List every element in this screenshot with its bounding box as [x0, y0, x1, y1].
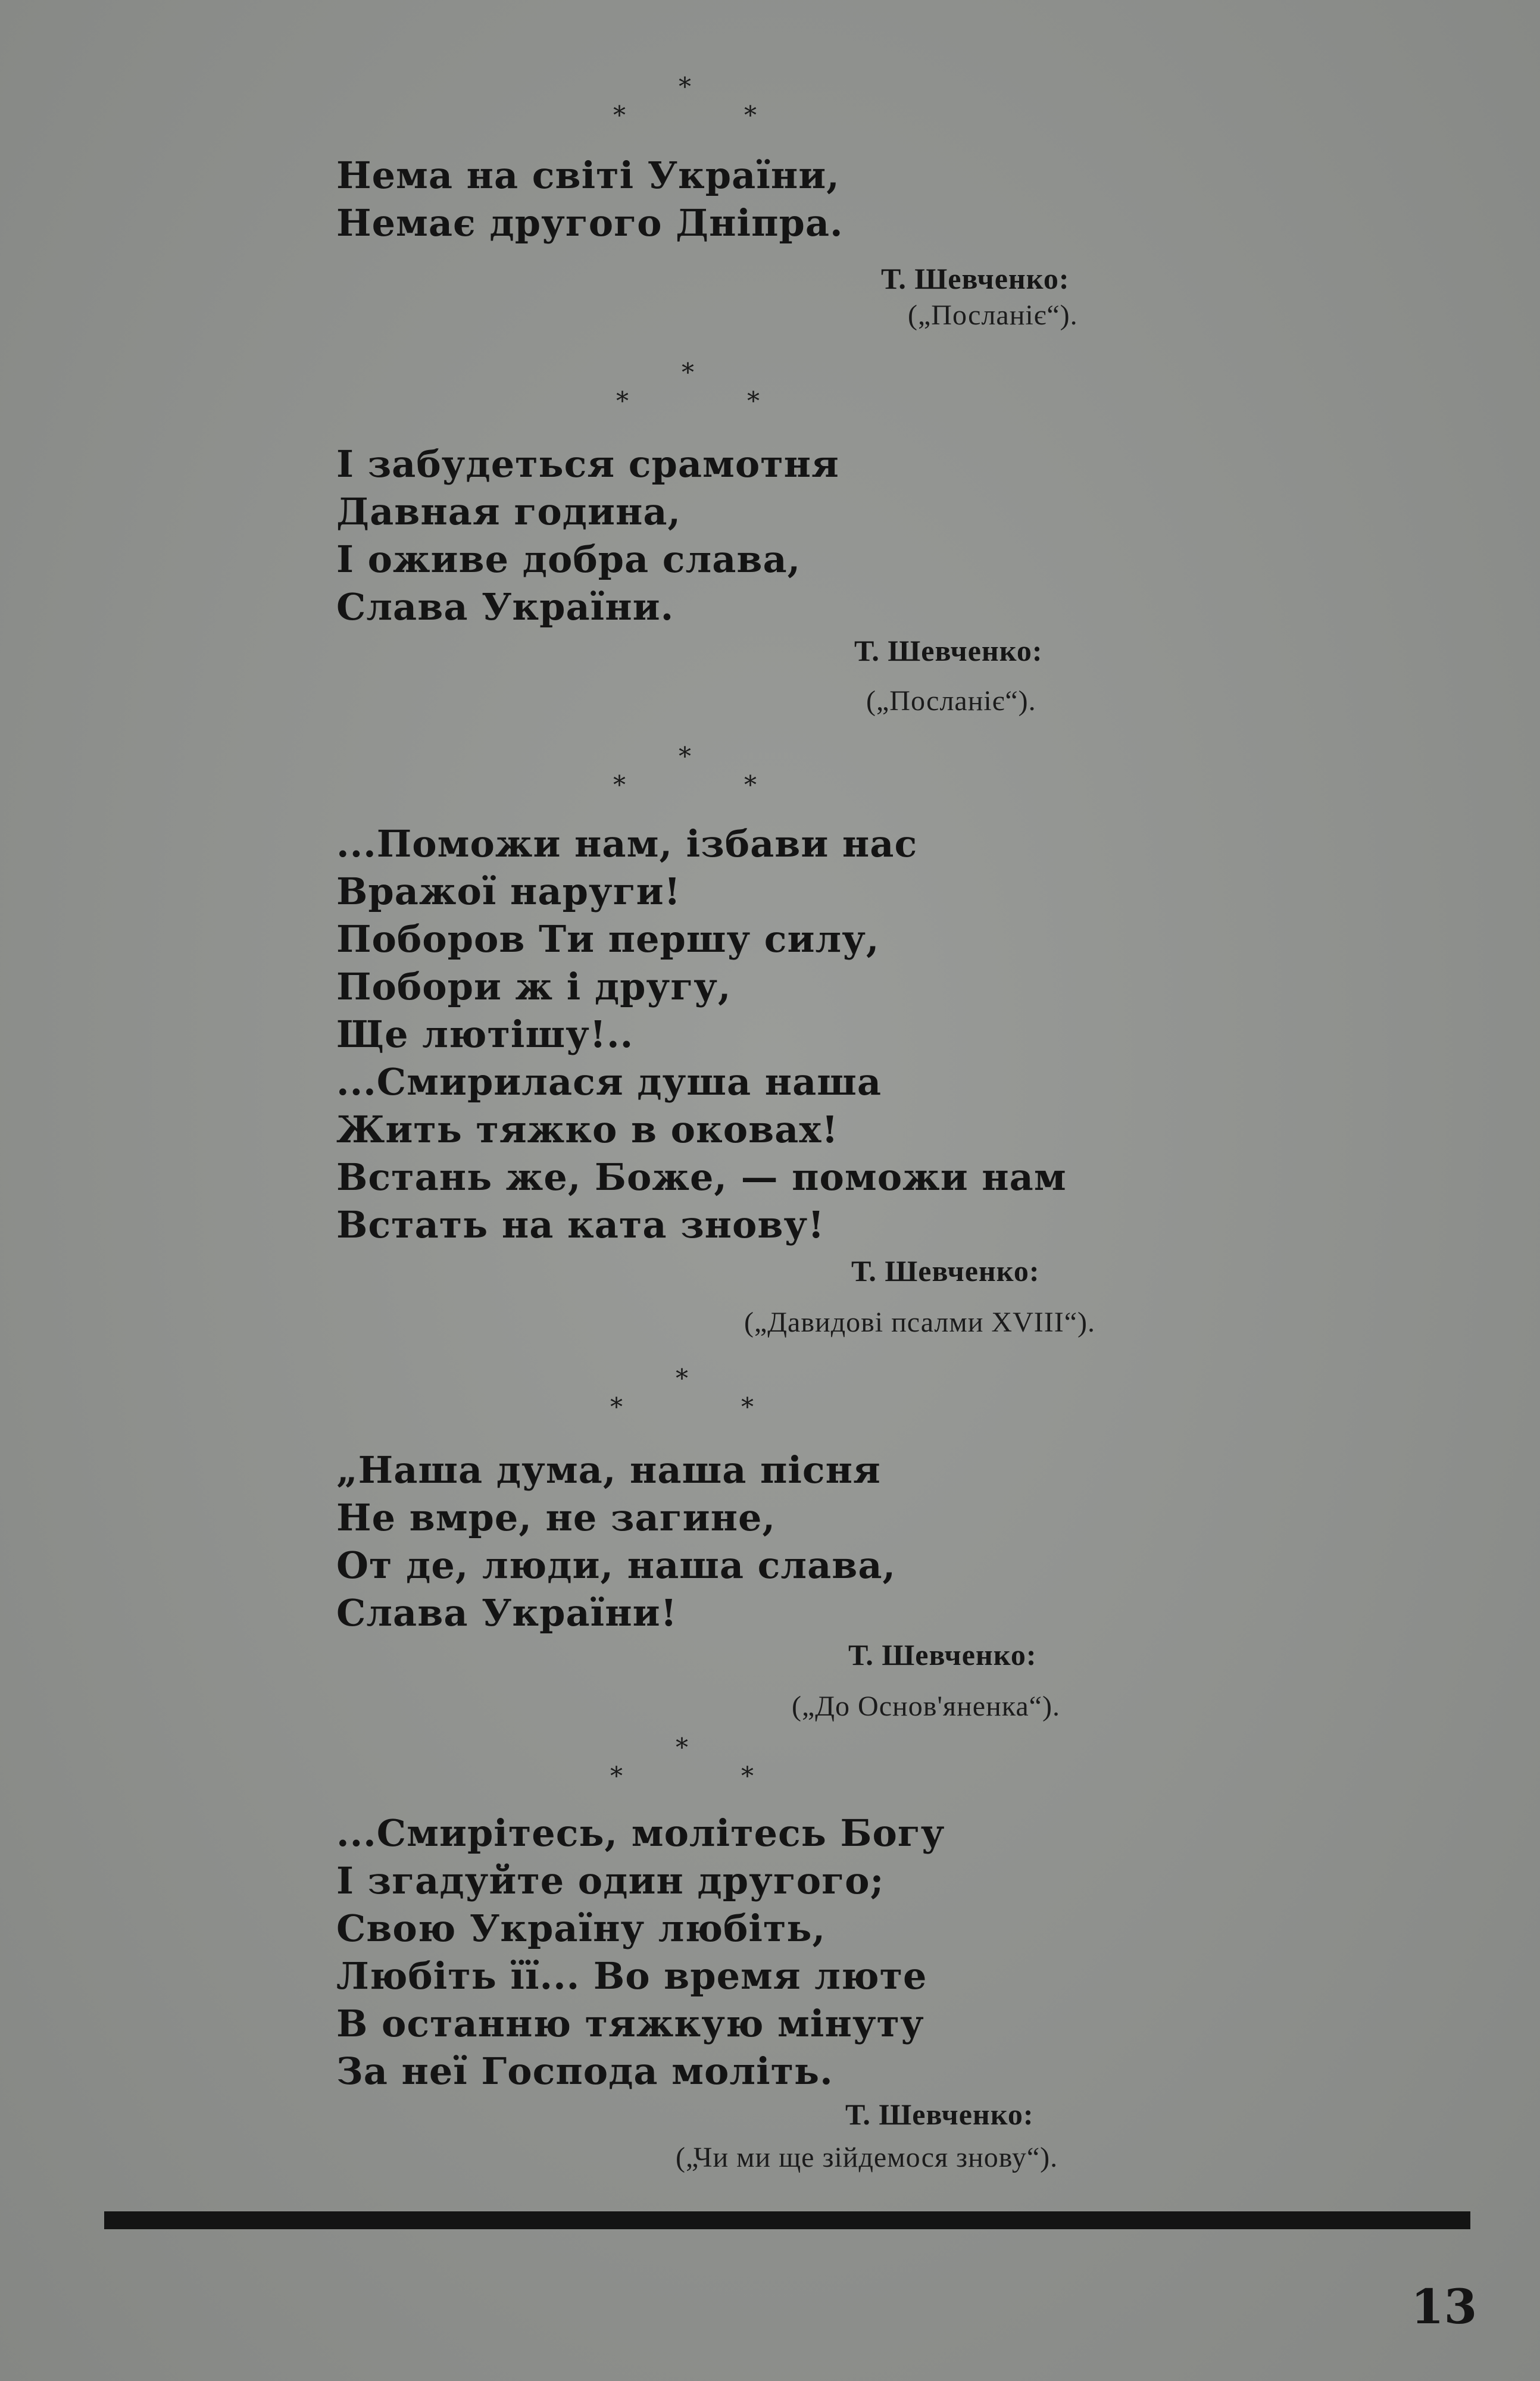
author-attribution: Т. Шевченко: [845, 2098, 1034, 2131]
verse-line: За неї Господа моліть. [336, 2049, 833, 2093]
verse-line: Вражої наруги! [336, 870, 681, 913]
verse-line: Побори ж і другу, [336, 965, 732, 1008]
stanza-2 [336, 440, 839, 631]
verse-line: Встать на ката знову! [336, 1203, 825, 1246]
author-attribution: Т. Шевченко: [848, 1638, 1037, 1671]
star-separator: * * * [613, 742, 757, 799]
stanza-1 [336, 152, 844, 247]
verse-line: Не вмре, не загине, [336, 1496, 776, 1539]
star-separator: * * * [610, 1364, 754, 1421]
stanza-4 [336, 1446, 896, 1637]
verse-line: І оживе добра слава, [336, 538, 801, 581]
star-separator: * * * [613, 72, 757, 130]
page-number: 13 [1411, 2279, 1477, 2335]
source-title: („Посланіє“). [866, 685, 1036, 717]
verse-line: ...Смирилася душа наша [336, 1060, 882, 1104]
verse-line: Ще лютішу!.. [336, 1013, 634, 1056]
verse-line: Свою Україну любіть, [336, 1907, 826, 1950]
verse-line: От де, люди, наша слава, [336, 1543, 896, 1587]
source-title: („Давидові псалми XVIII“). [744, 1307, 1095, 1338]
source-title: („До Основ'яненка“). [792, 1691, 1060, 1722]
verse-line: Давная година, [336, 490, 682, 533]
verse-line: І забудеться срамотня [336, 442, 839, 486]
verse-line: Нема на світі України, [336, 154, 840, 197]
verse-line: Немає другого Дніпра. [336, 201, 844, 245]
author-attribution: Т. Шевченко: [854, 634, 1043, 667]
star-separator: * * * [610, 1733, 754, 1791]
verse-line: „Наша дума, наша пісня [336, 1448, 881, 1492]
verse-line: В останню тяжкую мінуту [336, 2002, 924, 2045]
source-title: („Чи ми ще зійдемося знову“). [676, 2142, 1058, 2173]
verse-line: Встань же, Боже, — поможи нам [336, 1155, 1067, 1199]
source-title: („Посланіє“). [908, 299, 1078, 331]
verse-line: Любіть її... Во время люте [336, 1954, 927, 1998]
author-attribution: Т. Шевченко: [851, 1254, 1040, 1288]
stanza-5 [336, 1810, 945, 2095]
star-separator: * * * [616, 358, 760, 415]
stanza-3 [336, 820, 1067, 1249]
verse-line: Поборов Ти першу силу, [336, 917, 880, 961]
horizontal-rule [104, 2211, 1470, 2229]
verse-line: Жить тяжко в оковах! [336, 1108, 839, 1151]
verse-line: І згадуйте один другого; [336, 1859, 885, 1902]
verse-line: ...Поможи нам, ізбави нас [336, 822, 918, 865]
verse-line: ...Смирітесь, молітесь Богу [336, 1811, 945, 1855]
verse-line: Слава України! [336, 1591, 677, 1635]
verse-line: Слава України. [336, 585, 674, 629]
author-attribution: Т. Шевченко: [881, 262, 1070, 295]
